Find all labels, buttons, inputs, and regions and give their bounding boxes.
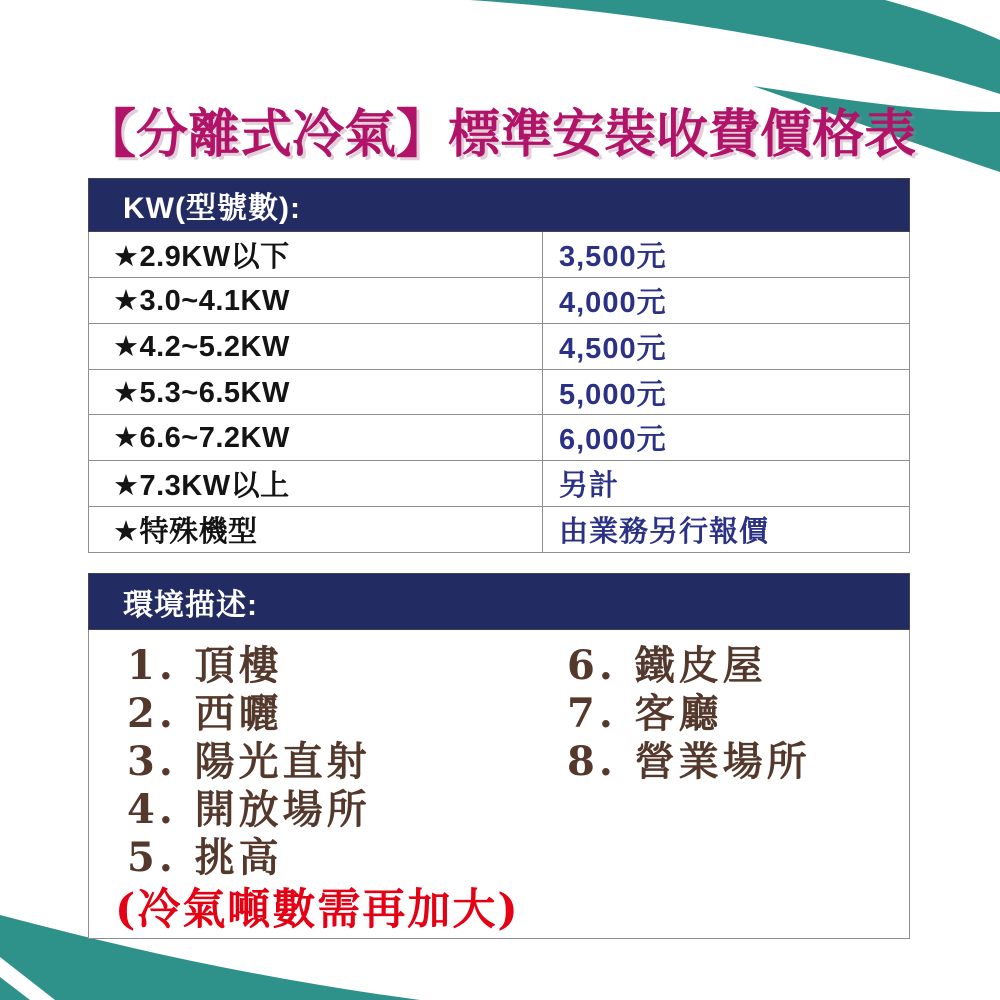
environment-list-left bbox=[115, 642, 520, 936]
list-item: 4. 開放場所 bbox=[127, 786, 371, 833]
price-cell: 另計 bbox=[559, 470, 620, 503]
list-item: 8. 營業場所 bbox=[567, 738, 811, 785]
table-row bbox=[89, 232, 909, 278]
list-item: 1. 頂樓 bbox=[127, 642, 283, 689]
model-cell: ★4.2~5.2KW bbox=[89, 324, 543, 369]
price-table-body bbox=[88, 232, 910, 553]
price-table-header: KW(型號數): bbox=[88, 178, 910, 232]
table-row bbox=[89, 370, 909, 416]
price-cell: 由業務另行報價 bbox=[559, 516, 770, 549]
list-item: 7. 客廳 bbox=[567, 690, 723, 737]
model-cell: ★6.6~7.2KW bbox=[89, 415, 543, 460]
environment-list-right bbox=[567, 642, 811, 786]
price-cell: 5,000元 bbox=[559, 378, 667, 411]
page-title: 【分離式冷氣】標準安裝收費價格表 bbox=[84, 104, 917, 165]
price-cell: 6,000元 bbox=[559, 424, 667, 457]
environment-body bbox=[88, 630, 910, 939]
price-table bbox=[88, 178, 910, 553]
environment-panel bbox=[88, 573, 910, 939]
model-cell: ★5.3~6.5KW bbox=[89, 370, 543, 415]
table-row bbox=[89, 415, 909, 461]
model-cell: ★特殊機型 bbox=[89, 507, 543, 552]
table-row bbox=[89, 507, 909, 552]
table-row bbox=[89, 278, 909, 324]
table-row bbox=[89, 461, 909, 507]
list-item: 3. 陽光直射 bbox=[127, 738, 371, 785]
list-item: 6. 鐵皮屋 bbox=[567, 642, 767, 689]
environment-header: 環境描述: bbox=[88, 573, 910, 630]
capacity-note: (冷氣噸數需再加大) bbox=[115, 885, 520, 935]
table-row bbox=[89, 324, 909, 370]
list-item: 2. 西曬 bbox=[127, 690, 283, 737]
price-cell: 4,500元 bbox=[559, 332, 667, 365]
price-cell: 3,500元 bbox=[559, 240, 667, 273]
price-cell: 4,000元 bbox=[559, 286, 667, 319]
list-item: 5. 挑高 bbox=[127, 834, 283, 881]
model-cell: ★7.3KW以上 bbox=[89, 461, 543, 506]
model-cell: ★2.9KW以下 bbox=[89, 232, 543, 277]
model-cell: ★3.0~4.1KW bbox=[89, 278, 543, 323]
